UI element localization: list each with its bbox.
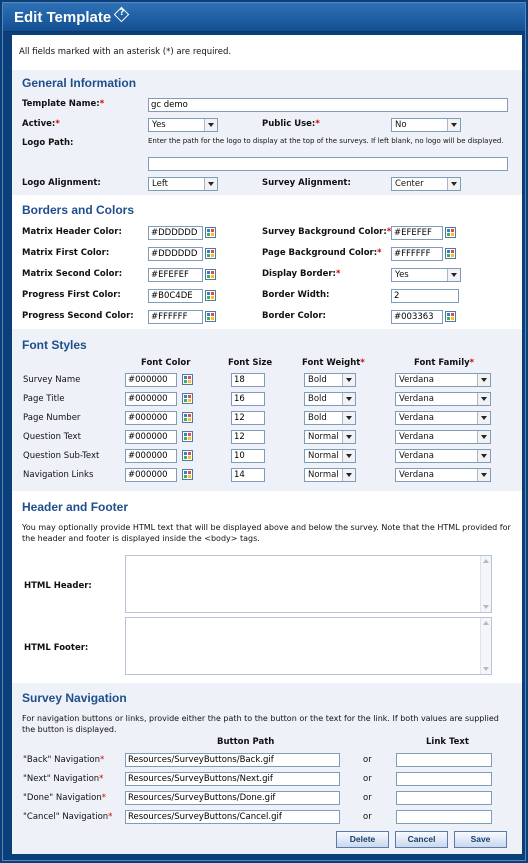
html-footer-textarea[interactable] (125, 617, 492, 675)
font-color-input[interactable] (125, 449, 177, 463)
or-text: or (363, 774, 372, 784)
survey-alignment-label: Survey Alignment: (262, 178, 351, 188)
font-family-select[interactable]: Verdana (395, 468, 491, 482)
color-picker-icon[interactable] (205, 269, 216, 280)
display-border-label: Display Border:* (262, 269, 341, 279)
color-picker-icon[interactable] (445, 311, 456, 322)
font-family-select[interactable]: Verdana (395, 430, 491, 444)
link-text-input[interactable] (396, 791, 492, 805)
button-path-header: Button Path (217, 737, 275, 747)
font-color-input[interactable] (125, 468, 177, 482)
page-bg-label: Page Background Color:* (262, 248, 382, 258)
html-footer-label: HTML Footer: (24, 643, 89, 653)
border-width-label: Border Width: (262, 290, 330, 300)
border-color-input[interactable] (391, 310, 443, 324)
color-picker-icon[interactable] (445, 227, 456, 238)
font-size-input[interactable] (231, 392, 265, 406)
borders-heading: Borders and Colors (22, 203, 135, 217)
help-icon-glyph: ? (119, 7, 125, 18)
font-family-select[interactable]: Verdana (395, 449, 491, 463)
border-width-input[interactable] (391, 289, 459, 303)
font-family-header: Font Family* (414, 358, 475, 368)
matrix-header-input[interactable] (148, 226, 203, 240)
button-path-input[interactable] (125, 753, 340, 767)
chevron-down-icon (342, 412, 355, 424)
font-styles-section (12, 329, 522, 491)
color-picker-icon[interactable] (182, 431, 193, 442)
button-path-input[interactable] (125, 791, 340, 805)
color-picker-icon[interactable] (205, 290, 216, 301)
font-color-input[interactable] (125, 430, 177, 444)
color-picker-icon[interactable] (182, 374, 193, 385)
font-family-select[interactable]: Verdana (395, 411, 491, 425)
general-information-section (12, 70, 522, 195)
logo-path-label: Logo Path: (22, 138, 74, 148)
font-weight-select[interactable]: Normal (304, 468, 356, 482)
page-title: Edit Template (14, 9, 112, 26)
chevron-down-icon (342, 450, 355, 462)
font-size-input[interactable] (231, 449, 265, 463)
survey-alignment-select[interactable]: Center (391, 177, 461, 191)
active-select[interactable]: Yes (148, 118, 218, 132)
font-size-input[interactable] (231, 468, 265, 482)
font-color-header: Font Color (141, 358, 191, 368)
progress-first-input[interactable] (148, 289, 203, 303)
page-bg-input[interactable] (391, 247, 443, 261)
matrix-first-label: Matrix First Color: (22, 248, 110, 258)
survey-navigation-section (12, 683, 522, 854)
active-label: Active:* (22, 119, 60, 129)
chevron-down-icon (477, 450, 490, 462)
template-name-input[interactable] (148, 98, 508, 112)
header-footer-description: You may optionally provide HTML text that will be displayed above and below the survey. Note that the HTML provided for the header and footer is displayed inside the <body> tags. (22, 523, 511, 543)
title-bar (3, 3, 525, 32)
navigation-description: For navigation buttons or links, provide either the path to the button or the text for the link. If both values are supplied the button is displayed. (22, 714, 499, 734)
scrollbar[interactable] (480, 556, 491, 612)
color-picker-icon[interactable] (182, 393, 193, 404)
link-text-header: Link Text (426, 737, 469, 747)
general-heading: General Information (22, 76, 137, 90)
nav-row-label: "Back" Navigation* (23, 755, 105, 765)
help-icon[interactable] (114, 7, 130, 23)
font-color-input[interactable] (125, 373, 177, 387)
edit-template-window (2, 2, 526, 861)
font-row-label: Page Title (23, 394, 65, 404)
delete-button[interactable]: Delete (336, 831, 389, 848)
logo-alignment-label: Logo Alignment: (22, 178, 101, 188)
chevron-down-icon (477, 431, 490, 443)
chevron-down-icon (477, 412, 490, 424)
font-size-input[interactable] (231, 411, 265, 425)
chevron-down-icon (447, 178, 460, 190)
form-panel (12, 35, 522, 854)
nav-row-label: "Cancel" Navigation* (23, 812, 113, 822)
cancel-button[interactable]: Cancel (395, 831, 448, 848)
required-note-section (12, 35, 522, 70)
link-text-input[interactable] (396, 810, 492, 824)
font-styles-heading: Font Styles (22, 338, 87, 352)
font-row-label: Question Sub-Text (23, 451, 100, 461)
font-row-label: Question Text (23, 432, 81, 442)
font-size-input[interactable] (231, 373, 265, 387)
matrix-second-input[interactable] (148, 268, 203, 282)
progress-second-label: Progress Second Color: (22, 311, 134, 321)
link-text-input[interactable] (396, 753, 492, 767)
survey-bg-label: Survey Background Color:* (262, 227, 392, 237)
color-picker-icon[interactable] (205, 311, 216, 322)
font-color-input[interactable] (125, 392, 177, 406)
chevron-down-icon (342, 469, 355, 481)
header-footer-section (12, 493, 522, 681)
logo-alignment-select[interactable]: Left (148, 177, 218, 191)
or-text: or (363, 812, 372, 822)
matrix-header-label: Matrix Header Color: (22, 227, 122, 237)
font-weight-select[interactable]: Bold (304, 411, 356, 425)
progress-second-input[interactable] (148, 310, 203, 324)
font-row-label: Navigation Links (23, 470, 94, 480)
display-border-select[interactable]: Yes (391, 268, 461, 282)
font-color-input[interactable] (125, 411, 177, 425)
scrollbar[interactable] (480, 618, 491, 674)
html-header-textarea[interactable] (125, 555, 492, 613)
chevron-down-icon (204, 178, 217, 190)
save-button[interactable]: Save (454, 831, 507, 848)
or-text: or (363, 755, 372, 765)
font-weight-select[interactable]: Normal (304, 430, 356, 444)
color-picker-icon[interactable] (205, 248, 216, 259)
button-path-input[interactable] (125, 772, 340, 786)
color-picker-icon[interactable] (182, 450, 193, 461)
template-name-label: Template Name:* (22, 99, 105, 109)
logo-path-hint: Enter the path for the logo to display at the top of the surveys. If left blank, no logo will be displayed. (148, 137, 504, 145)
color-picker-icon[interactable] (182, 412, 193, 423)
public-use-label: Public Use:* (262, 119, 320, 129)
survey-bg-input[interactable] (391, 226, 443, 240)
font-weight-header: Font Weight* (302, 358, 365, 368)
header-footer-heading: Header and Footer (22, 500, 129, 514)
chevron-down-icon (477, 374, 490, 386)
chevron-down-icon (342, 393, 355, 405)
required-note: All fields marked with an asterisk (*) are required. (19, 47, 232, 57)
font-row-label: Page Number (23, 413, 81, 423)
matrix-second-label: Matrix Second Color: (22, 269, 123, 279)
nav-row-label: "Done" Navigation* (23, 793, 106, 803)
public-use-select[interactable]: No (391, 118, 461, 132)
font-family-select[interactable]: Verdana (395, 373, 491, 387)
borders-colors-section (12, 197, 522, 327)
font-size-header: Font Size (228, 358, 273, 368)
font-weight-select[interactable]: Bold (304, 373, 356, 387)
progress-first-label: Progress First Color: (22, 290, 121, 300)
font-family-select[interactable]: Verdana (395, 392, 491, 406)
logo-path-input[interactable] (148, 157, 508, 171)
chevron-down-icon (447, 119, 460, 131)
chevron-down-icon (477, 393, 490, 405)
html-header-label: HTML Header: (24, 581, 92, 591)
chevron-down-icon (447, 269, 460, 281)
color-picker-icon[interactable] (445, 248, 456, 259)
font-size-input[interactable] (231, 430, 265, 444)
chevron-down-icon (477, 469, 490, 481)
color-picker-icon[interactable] (205, 227, 216, 238)
nav-row-label: "Next" Navigation* (23, 774, 104, 784)
font-weight-select[interactable]: Normal (304, 449, 356, 463)
or-text: or (363, 793, 372, 803)
link-text-input[interactable] (396, 772, 492, 786)
button-path-input[interactable] (125, 810, 340, 824)
font-weight-select[interactable]: Bold (304, 392, 356, 406)
chevron-down-icon (342, 374, 355, 386)
border-color-label: Border Color: (262, 311, 326, 321)
font-row-label: Survey Name (23, 375, 81, 385)
chevron-down-icon (342, 431, 355, 443)
chevron-down-icon (204, 119, 217, 131)
color-picker-icon[interactable] (182, 469, 193, 480)
matrix-first-input[interactable] (148, 247, 203, 261)
survey-navigation-heading: Survey Navigation (22, 691, 127, 705)
